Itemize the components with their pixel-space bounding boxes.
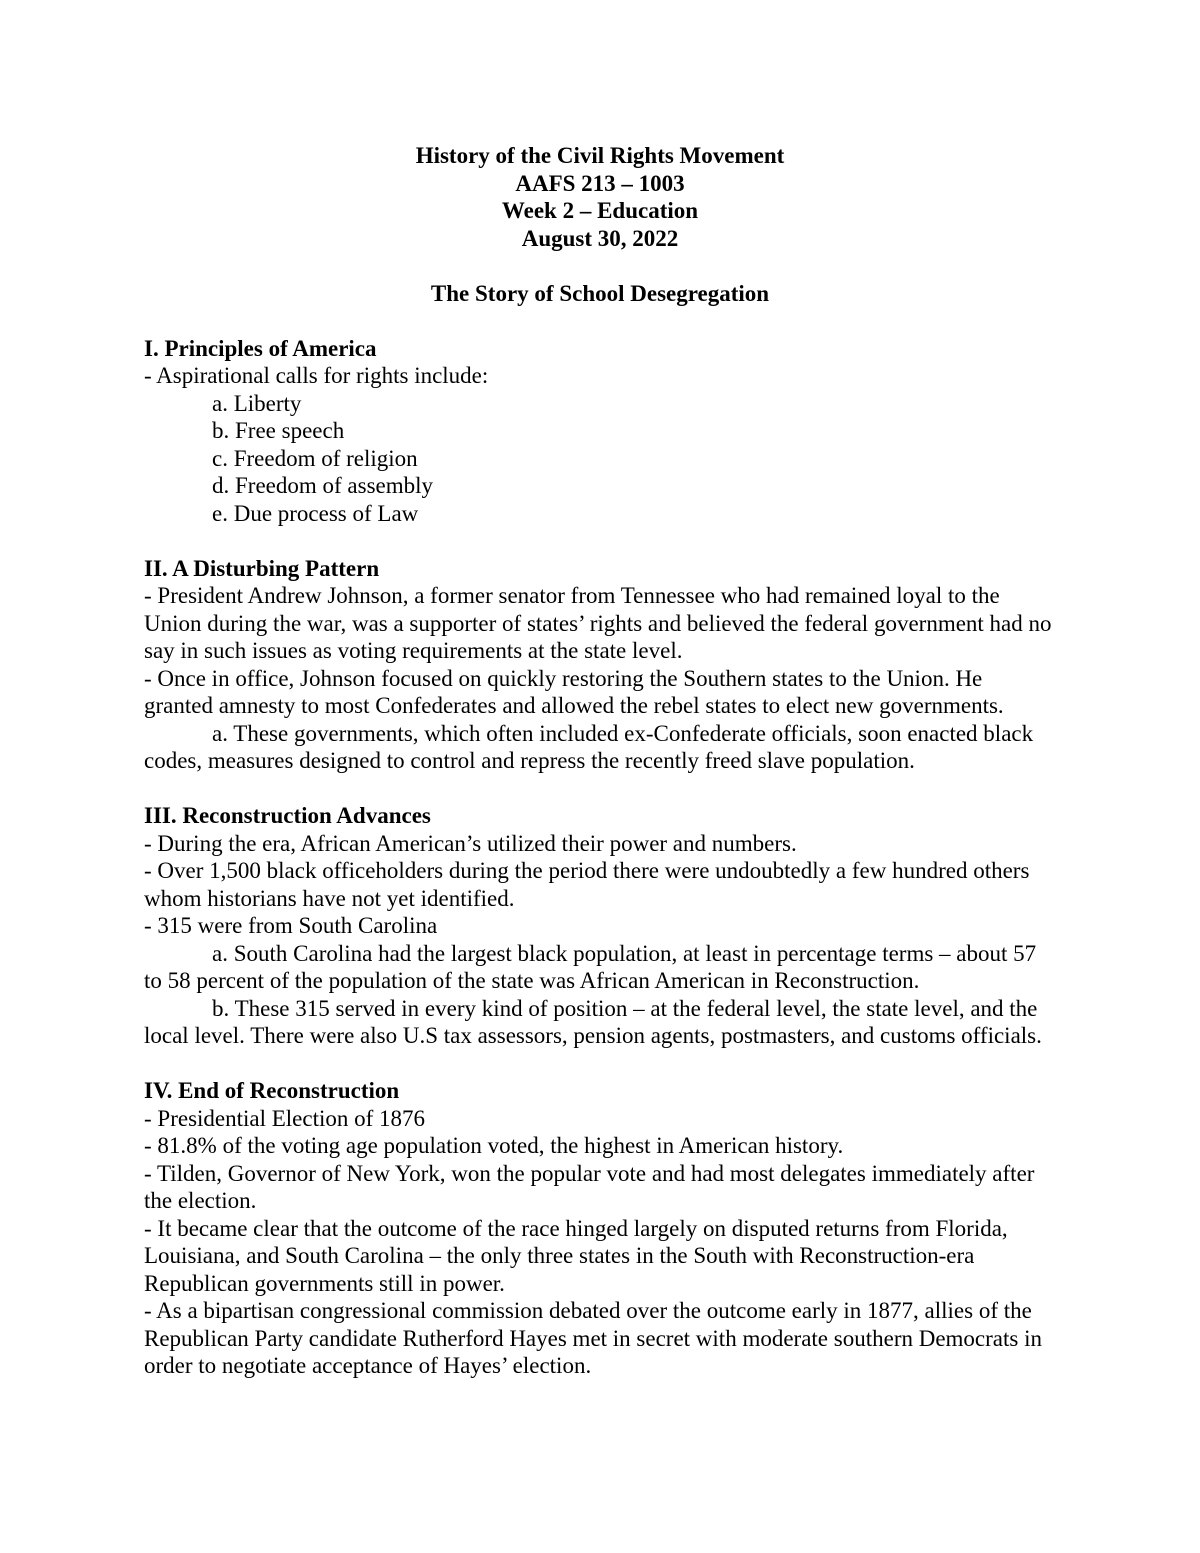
paragraph: - During the era, African American’s utilized their power and numbers.: [144, 830, 797, 856]
list-item: a. Liberty: [212, 390, 302, 416]
section-heading: III. Reconstruction Advances: [144, 803, 431, 828]
paragraph: - 315 were from South Carolina: [144, 913, 438, 938]
section-heading: IV. End of Reconstruction: [144, 1078, 400, 1103]
sub-paragraph: b. These 315 served in every kind of position – at the federal level, the state level, and the local level. There were also U.S tax assessors, pension agents, postmasters, and customs officials.: [144, 995, 1042, 1048]
list-item: d. Freedom of assembly: [212, 473, 434, 498]
paragraph: - Once in office, Johnson focused on quickly restoring the Southern states to the Union. He granted amnesty to most Confederates and allowed the rebel states to elect new governments.: [144, 665, 1004, 718]
document-section: [144, 335, 1056, 528]
paragraph: - Tilden, Governor of New York, won the popular vote and had most delegates immediately after the election.: [144, 1160, 1035, 1213]
section-heading: I. Principles of America: [144, 335, 377, 361]
document-header: [144, 142, 1056, 252]
sub-paragraph: a. These governments, which often included ex-Confederate officials, soon enacted black codes, measures designed to control and repress the recently freed slave population.: [144, 720, 1034, 773]
paragraph: - Aspirational calls for rights include:: [144, 363, 489, 388]
paragraph: - Over 1,500 black officeholders during the period there were undoubtedly a few hundred others whom historians have not yet identified.: [144, 858, 1030, 911]
document-header-line: Week 2 – Education: [501, 198, 699, 223]
paragraph: - President Andrew Johnson, a former senator from Tennessee who had remained loyal to the Union during the war, was a supporter of states’ rights and believed the federal government had no say in such issues as voting requirements at the state level.: [144, 583, 1052, 663]
document-subtitle: The Story of School Desegregation: [430, 280, 770, 306]
list-item: c. Freedom of religion: [212, 445, 418, 471]
document-section: [144, 555, 1056, 775]
list-item: b. Free speech: [212, 418, 345, 443]
document-section: [144, 802, 1056, 1050]
document-header-line: History of the Civil Rights Movement: [415, 143, 785, 168]
document-header-line: August 30, 2022: [521, 225, 679, 251]
document-header-line: AAFS 213 – 1003: [515, 170, 685, 196]
paragraph: - It became clear that the outcome of the race hinged largely on disputed returns from Florida, Louisiana, and South Carolina – the only three states in the South with Reconstruction-era Republican governments still in power.: [144, 1215, 1008, 1296]
paragraph: - 81.8% of the voting age population voted, the highest in American history.: [144, 1133, 844, 1158]
document-body: [144, 335, 1056, 1380]
section-heading: II. A Disturbing Pattern: [144, 555, 380, 581]
sub-paragraph: a. South Carolina had the largest black population, at least in percentage terms – about 57 to 58 percent of the population of the state was African American in Reconstruction.: [144, 940, 1037, 993]
document-section: [144, 1077, 1056, 1380]
paragraph: - As a bipartisan congressional commission debated over the outcome early in 1877, allies of the Republican Party candidate Rutherford Hayes met in secret with moderate southern Democrats in order to negotiate acceptance of Hayes’ election.: [144, 1298, 1042, 1378]
paragraph: - Presidential Election of 1876: [144, 1105, 426, 1131]
list-item: e. Due process of Law: [212, 500, 419, 526]
